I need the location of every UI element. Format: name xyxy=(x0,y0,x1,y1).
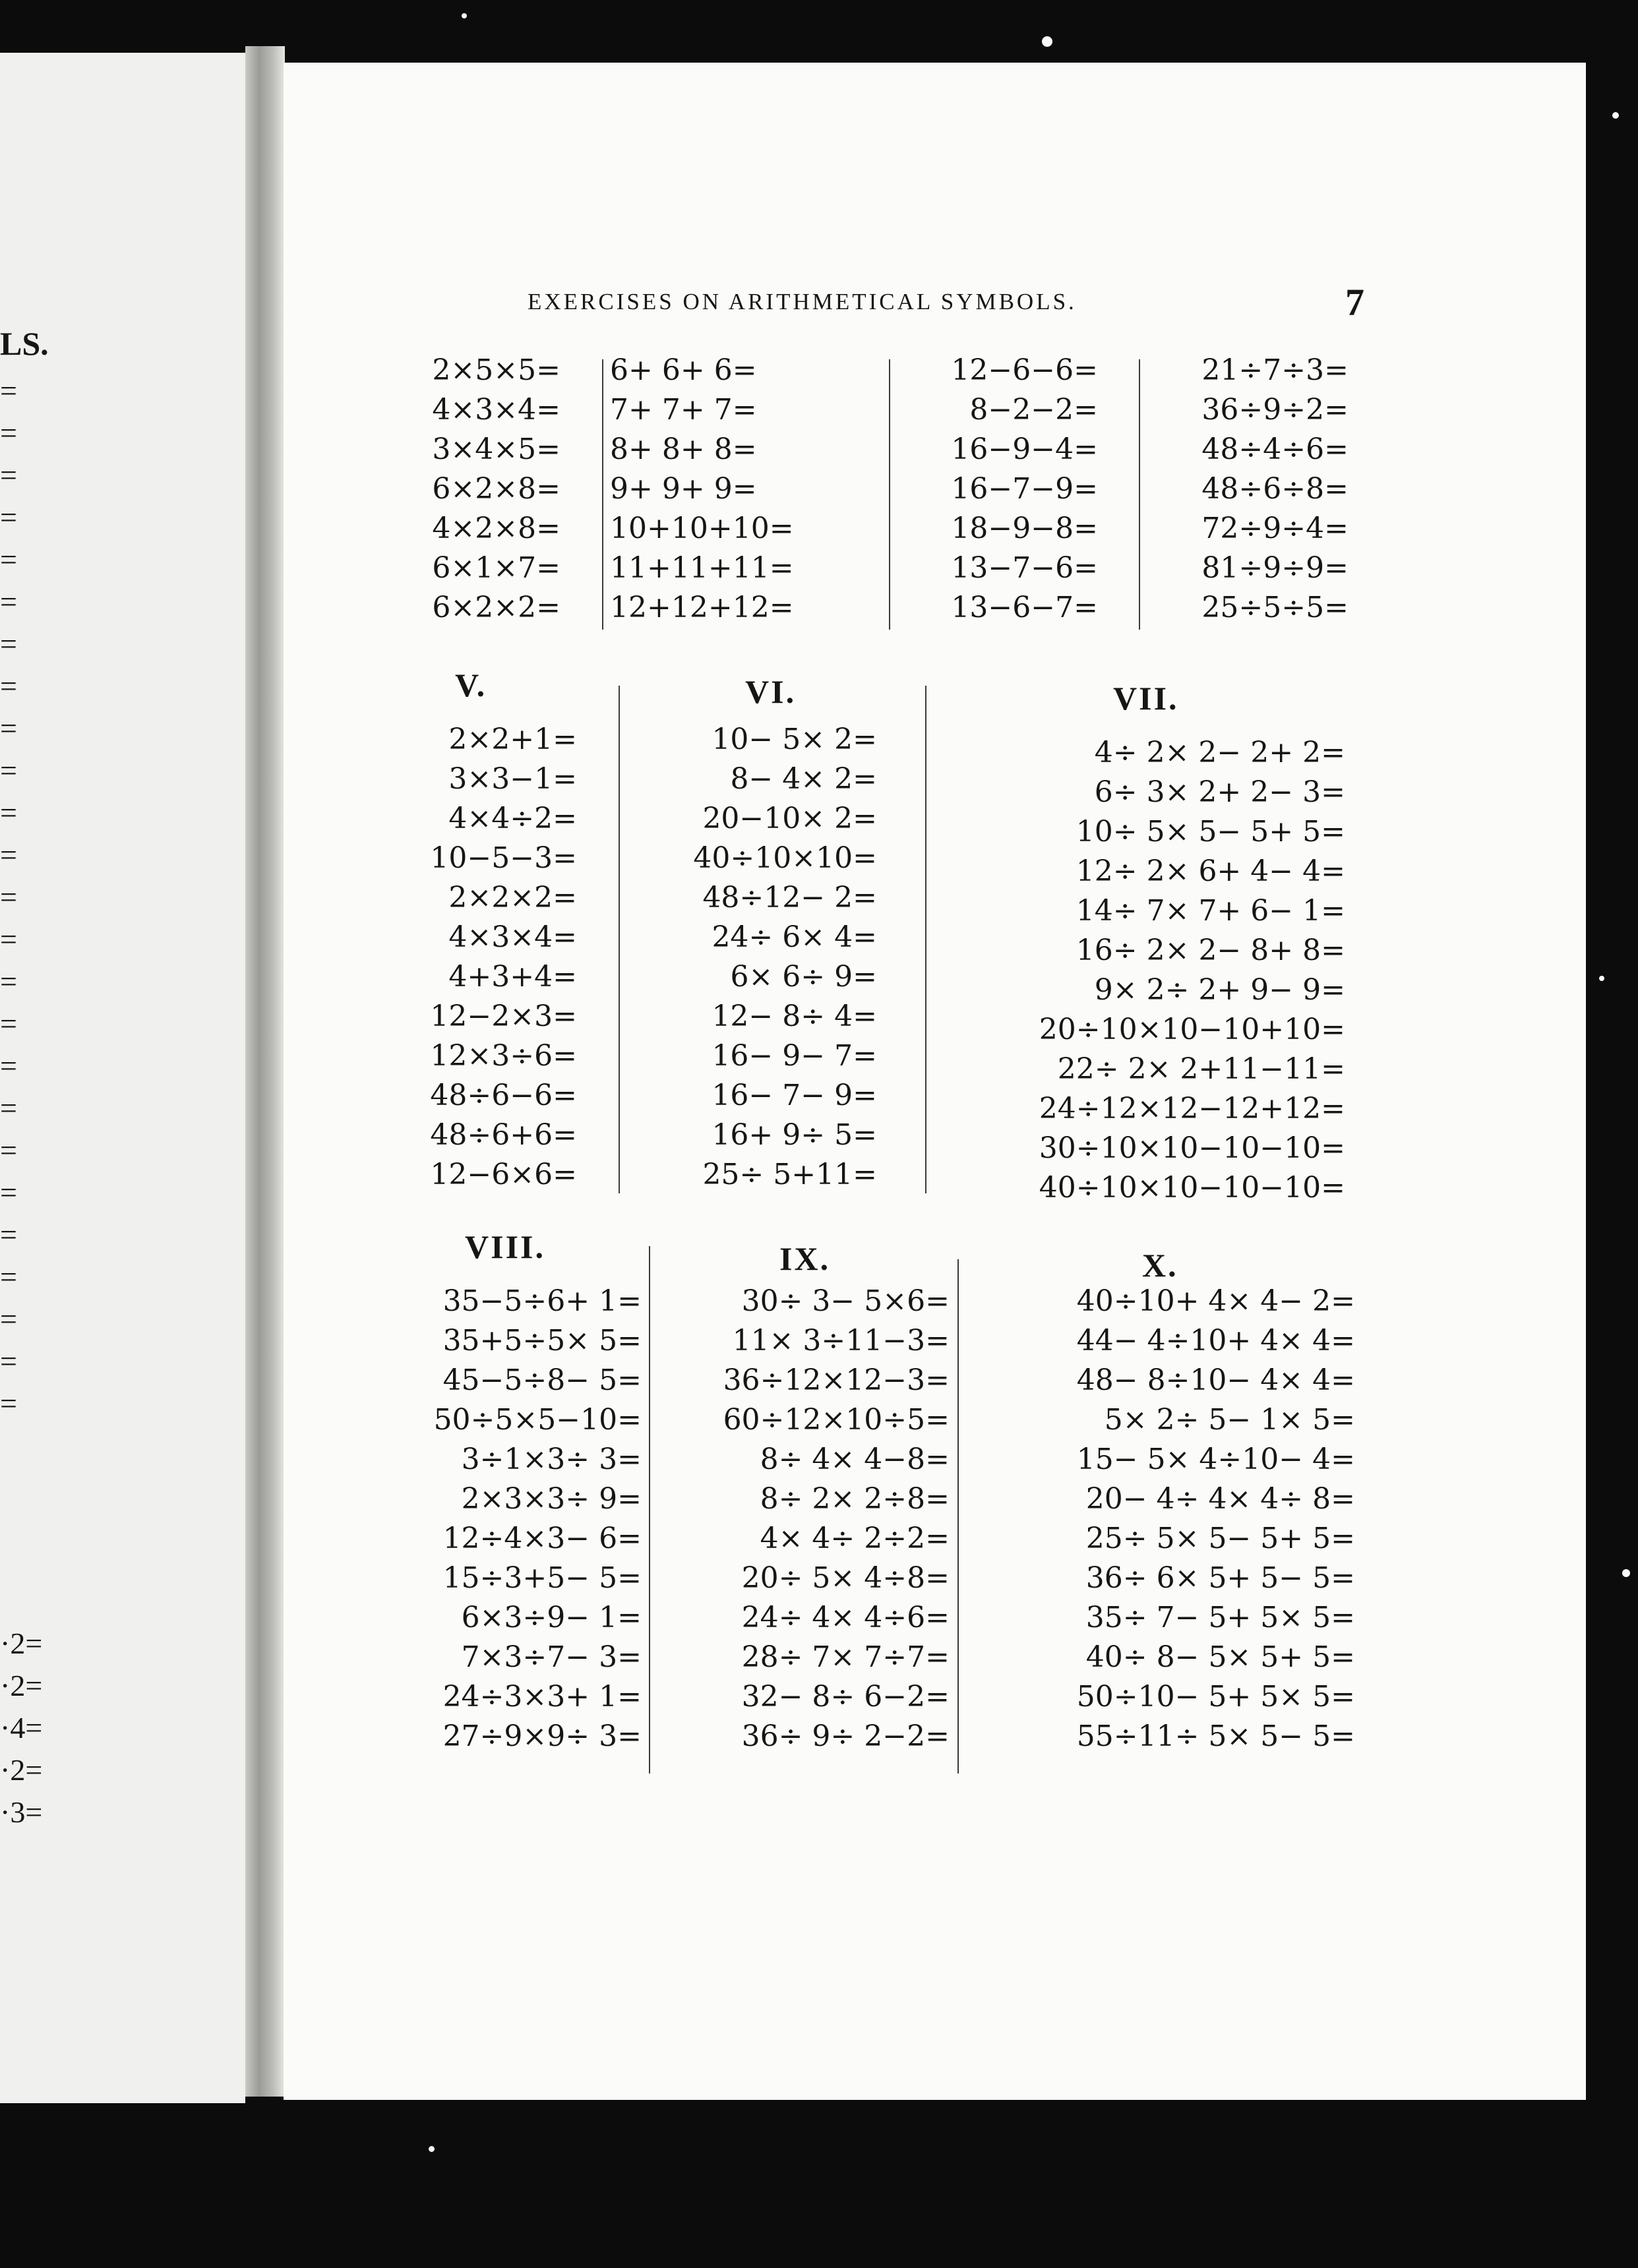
exercise-row: 48÷6÷8= xyxy=(1201,472,1349,506)
exercise-row: 12÷ 2× 6+ 4− 4= xyxy=(1076,854,1345,888)
exercise-row: 15÷3+5− 5= xyxy=(442,1561,642,1595)
scan-speck xyxy=(1042,36,1052,47)
exercise-row: 12+12+12= xyxy=(610,591,794,624)
exercise-row: 12−6×6= xyxy=(430,1158,577,1191)
exercise-row: 8−2−2= xyxy=(969,393,1098,427)
exercise-row: 6×2×8= xyxy=(432,472,561,506)
left-page-equals-mark: = xyxy=(0,754,17,787)
column-divider xyxy=(649,1246,650,1774)
left-page-equals-mark: = xyxy=(0,1091,17,1125)
exercise-row: 35−5÷6+ 1= xyxy=(442,1284,642,1318)
exercise-row: 48÷4÷6= xyxy=(1201,433,1349,466)
exercise-row: 24÷ 6× 4= xyxy=(712,920,877,954)
scan-speck xyxy=(1622,1569,1630,1577)
exercise-row: 35+5÷5× 5= xyxy=(442,1324,642,1358)
exercise-row: 24÷12×12−12+12= xyxy=(1039,1092,1345,1125)
section-title-viii: VIII. xyxy=(465,1228,545,1265)
column-divider xyxy=(889,359,890,630)
left-page-line-end: ·2= xyxy=(0,1753,43,1787)
exercise-row: 16+ 9÷ 5= xyxy=(712,1118,877,1152)
exercise-row: 4×3×4= xyxy=(432,393,561,427)
exercise-row: 8+ 8+ 8= xyxy=(610,433,757,466)
exercise-row: 14÷ 7× 7+ 6− 1= xyxy=(1076,894,1345,928)
exercise-row: 36÷ 6× 5+ 5− 5= xyxy=(1085,1561,1355,1595)
left-page-equals-mark: = xyxy=(0,1049,17,1083)
exercise-row: 6×2×2= xyxy=(432,591,561,624)
exercise-row: 2×5×5= xyxy=(432,353,561,387)
section-title-v: V. xyxy=(455,667,487,703)
exercise-row: 10+10+10= xyxy=(610,512,794,545)
exercise-row: 16−7−9= xyxy=(951,472,1098,506)
exercise-row: 11+11+11= xyxy=(610,551,794,585)
exercise-row: 9× 2÷ 2+ 9− 9= xyxy=(1094,973,1345,1007)
left-page-equals-mark: = xyxy=(0,922,17,956)
section-vii-rows xyxy=(933,733,1345,1208)
exercise-row: 36÷9÷2= xyxy=(1201,393,1349,427)
exercise-row: 5× 2÷ 5− 1× 5= xyxy=(1104,1403,1355,1437)
page-number: 7 xyxy=(1345,281,1364,324)
exercise-row: 40÷10×10−10−10= xyxy=(1039,1171,1345,1205)
exercise-row: 3×3−1= xyxy=(448,762,577,796)
section-title-ix: IX. xyxy=(779,1240,831,1277)
exercise-row: 25÷ 5+11= xyxy=(702,1158,877,1191)
exercise-row: 7+ 7+ 7= xyxy=(610,393,757,427)
exercise-row: 21÷7÷3= xyxy=(1201,353,1349,387)
exercise-row: 15− 5× 4÷10− 4= xyxy=(1076,1443,1355,1476)
section-title-vii: VII. xyxy=(1113,680,1179,717)
exercise-row: 20−10× 2= xyxy=(702,802,877,835)
exercise-row: 25÷5÷5= xyxy=(1201,591,1349,624)
left-page-equals-mark: = xyxy=(0,796,17,829)
exercise-row: 12− 8÷ 4= xyxy=(712,1000,877,1033)
exercise-row: 22÷ 2× 2+11−11= xyxy=(1057,1052,1345,1086)
exercise-row: 4÷ 2× 2− 2+ 2= xyxy=(1094,736,1345,769)
exercise-row: 48÷6+6= xyxy=(430,1118,577,1152)
exercise-row: 3×4×5= xyxy=(432,433,561,466)
top-column-3 xyxy=(897,351,1098,628)
left-page-equals-mark: = xyxy=(0,1302,17,1336)
exercise-row: 4+3+4= xyxy=(448,960,577,994)
exercise-row: 4×2×8= xyxy=(432,512,561,545)
exercise-row: 4×3×4= xyxy=(448,920,577,954)
left-page-equals-mark: = xyxy=(0,880,17,914)
scan-speck xyxy=(429,2146,435,2152)
exercise-row: 6÷ 3× 2+ 2− 3= xyxy=(1094,775,1345,809)
section-viii-rows xyxy=(361,1282,642,1756)
running-head: EXERCISES ON ARITHMETICAL SYMBOLS. xyxy=(528,289,1077,314)
exercise-row: 10−5−3= xyxy=(430,841,577,875)
section-vi-rows xyxy=(630,720,877,1195)
top-column-4 xyxy=(1147,351,1349,628)
left-page-fragment xyxy=(0,0,245,2268)
exercise-row: 12÷4×3− 6= xyxy=(442,1522,642,1555)
scan-speck xyxy=(1612,112,1619,119)
left-page-equals-mark: = xyxy=(0,374,17,407)
exercise-row: 8÷ 2× 2÷8= xyxy=(760,1482,950,1516)
exercise-row: 20− 4÷ 4× 4÷ 8= xyxy=(1085,1482,1355,1516)
exercise-row: 18−9−8= xyxy=(951,512,1098,545)
left-page-heading: LS. xyxy=(0,325,49,362)
exercise-row: 48÷6−6= xyxy=(430,1079,577,1112)
section-ix-rows xyxy=(653,1282,950,1756)
exercise-row: 24÷3×3+ 1= xyxy=(442,1680,642,1714)
section-title-x: X. xyxy=(1142,1247,1178,1284)
exercise-row: 20÷ 5× 4÷8= xyxy=(741,1561,950,1595)
exercise-row: 8÷ 4× 4−8= xyxy=(760,1443,950,1476)
exercise-row: 16− 9− 7= xyxy=(712,1039,877,1073)
column-divider xyxy=(957,1259,959,1774)
section-v-rows xyxy=(359,720,577,1195)
exercise-row: 7×3÷7− 3= xyxy=(461,1640,642,1674)
left-page-line-end: ·4= xyxy=(0,1711,43,1745)
left-page-equals-mark: = xyxy=(0,1007,17,1040)
left-page-equals-mark: = xyxy=(0,711,17,745)
exercise-row: 12−6−6= xyxy=(951,353,1098,387)
column-divider xyxy=(925,686,926,1193)
top-column-2 xyxy=(610,351,874,628)
left-page-equals-mark: = xyxy=(0,416,17,450)
exercise-row: 50÷10− 5+ 5× 5= xyxy=(1076,1680,1355,1714)
exercise-row: 25÷ 5× 5− 5+ 5= xyxy=(1085,1522,1355,1555)
column-divider xyxy=(619,686,620,1193)
exercise-row: 30÷10×10−10−10= xyxy=(1039,1131,1345,1165)
left-page-equals-mark: = xyxy=(0,458,17,492)
left-page-line-end: ·3= xyxy=(0,1795,43,1829)
exercise-row: 40÷10+ 4× 4− 2= xyxy=(1076,1284,1355,1318)
left-page-line-end: ·2= xyxy=(0,1626,43,1660)
column-divider xyxy=(1139,359,1140,630)
exercise-row: 27÷9×9÷ 3= xyxy=(442,1719,642,1753)
exercise-row: 40÷10×10= xyxy=(693,841,877,875)
exercise-row: 16÷ 2× 2− 8+ 8= xyxy=(1076,934,1345,967)
left-page-equals-mark: = xyxy=(0,838,17,872)
exercise-row: 3÷1×3÷ 3= xyxy=(461,1443,642,1476)
exercise-row: 28÷ 7× 7÷7= xyxy=(741,1640,950,1674)
section-title-vi: VI. xyxy=(745,673,797,710)
exercise-row: 16−9−4= xyxy=(951,433,1098,466)
left-page-line-end: ·2= xyxy=(0,1669,43,1702)
exercise-row: 2×2+1= xyxy=(448,723,577,756)
left-page-equals-mark: = xyxy=(0,1218,17,1251)
exercise-row: 12−2×3= xyxy=(430,1000,577,1033)
exercise-row: 6× 6÷ 9= xyxy=(730,960,877,994)
exercise-row: 10− 5× 2= xyxy=(712,723,877,756)
exercise-row: 2×2×2= xyxy=(448,881,577,914)
exercise-row: 16− 7− 9= xyxy=(712,1079,877,1112)
exercise-row: 6×3÷9− 1= xyxy=(461,1601,642,1634)
exercise-row: 13−7−6= xyxy=(951,551,1098,585)
left-page-equals-mark: = xyxy=(0,965,17,998)
column-divider xyxy=(602,359,603,630)
left-page-equals-mark: = xyxy=(0,1344,17,1378)
exercise-row: 44− 4÷10+ 4× 4= xyxy=(1076,1324,1355,1358)
exercise-row: 81÷9÷9= xyxy=(1201,551,1349,585)
left-page-equals-mark: = xyxy=(0,1260,17,1294)
left-page-equals-mark: = xyxy=(0,627,17,661)
exercise-row: 50÷5×5−10= xyxy=(433,1403,642,1437)
exercise-row: 6+ 6+ 6= xyxy=(610,353,757,387)
exercise-row: 35÷ 7− 5+ 5× 5= xyxy=(1085,1601,1355,1634)
left-page-equals-mark: = xyxy=(0,1176,17,1209)
book-gutter xyxy=(245,46,285,2097)
exercise-row: 40÷ 8− 5× 5+ 5= xyxy=(1085,1640,1355,1674)
exercise-row: 55÷11÷ 5× 5− 5= xyxy=(1076,1719,1355,1753)
exercise-row: 32− 8÷ 6−2= xyxy=(741,1680,950,1714)
left-page-equals-mark: = xyxy=(0,1387,17,1420)
exercise-row: 13−6−7= xyxy=(951,591,1098,624)
exercise-row: 4×4÷2= xyxy=(448,802,577,835)
exercise-row: 8− 4× 2= xyxy=(730,762,877,796)
exercise-row: 45−5÷8− 5= xyxy=(442,1363,642,1397)
left-page-equals-mark: = xyxy=(0,543,17,576)
exercise-row: 36÷12×12−3= xyxy=(723,1363,950,1397)
exercise-row: 24÷ 4× 4÷6= xyxy=(741,1601,950,1634)
exercise-row: 72÷9÷4= xyxy=(1201,512,1349,545)
exercise-row: 48− 8÷10− 4× 4= xyxy=(1076,1363,1355,1397)
left-page-equals-mark: = xyxy=(0,585,17,618)
left-page-equals-mark: = xyxy=(0,500,17,534)
left-page-equals-mark: = xyxy=(0,1133,17,1167)
exercise-row: 10÷ 5× 5− 5+ 5= xyxy=(1076,815,1345,849)
top-column-1 xyxy=(343,351,561,628)
exercise-row: 20÷10×10−10+10= xyxy=(1039,1013,1345,1046)
exercise-row: 36÷ 9÷ 2−2= xyxy=(741,1719,950,1753)
exercise-row: 11× 3÷11−3= xyxy=(732,1324,950,1358)
exercise-row: 9+ 9+ 9= xyxy=(610,472,757,506)
exercise-row: 6×1×7= xyxy=(432,551,561,585)
section-x-rows xyxy=(963,1282,1355,1756)
exercise-row: 60÷12×10÷5= xyxy=(723,1403,950,1437)
exercise-row: 2×3×3÷ 9= xyxy=(461,1482,642,1516)
exercise-row: 48÷12− 2= xyxy=(702,881,877,914)
scan-speck xyxy=(1599,976,1604,981)
exercise-row: 30÷ 3− 5×6= xyxy=(741,1284,950,1318)
left-page-equals-mark: = xyxy=(0,669,17,703)
scan-speck xyxy=(462,13,467,18)
exercise-row: 12×3÷6= xyxy=(430,1039,577,1073)
exercise-row: 4× 4÷ 2÷2= xyxy=(760,1522,950,1555)
